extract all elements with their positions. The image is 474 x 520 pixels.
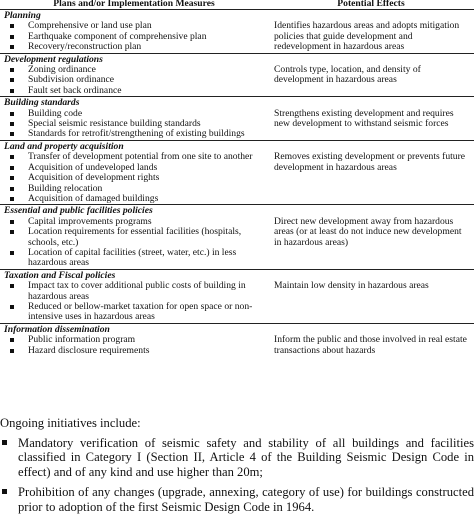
measures-cell — [0, 335, 268, 356]
measures-cell — [0, 281, 268, 323]
list-item: Building relocation — [4, 184, 264, 194]
table-row — [0, 65, 474, 97]
list-item: Reduced or bellow-market taxation for open space or non-intensive uses in hazardous areas — [4, 302, 264, 323]
effect-cell: Maintain low density in hazardous areas — [274, 280, 429, 292]
measures-cell — [0, 21, 268, 53]
list-item: Impact tax to cover additional public costs of building in hazardous areas — [4, 281, 264, 302]
header-measures: Plans and/or Implementation Measures — [0, 0, 268, 10]
measures-list — [4, 109, 264, 140]
initiative-text: Prohibition of any changes (upgrade, annexing, category of use) for buildings constructed prior to adoption of the first Seismic Design Code in 1964. — [18, 485, 474, 514]
category-row — [0, 97, 474, 109]
table-row — [0, 21, 474, 53]
table-row — [0, 281, 474, 323]
list-item: Fault set back ordinance — [4, 86, 264, 96]
list-item: Hazard disclosure requirements — [4, 346, 264, 356]
measures-cell — [0, 109, 268, 141]
list-item: Capital improvements programs — [4, 217, 264, 227]
list-item: Recovery/reconstruction plan — [4, 42, 264, 52]
initiative-item — [0, 485, 474, 514]
category-heading: Development regulations — [0, 53, 268, 65]
square-bullet-icon — [2, 489, 7, 494]
category-heading: Building standards — [0, 97, 268, 109]
measures-list — [4, 65, 264, 96]
measures-cell — [0, 217, 268, 270]
list-item: Comprehensive or land use plan — [4, 21, 264, 31]
table-header-row — [0, 0, 474, 10]
measures-list — [4, 21, 264, 52]
table-row — [0, 109, 474, 141]
table-row — [0, 335, 474, 356]
category-heading: Information dissemination — [0, 323, 268, 335]
effect-cell: Strengthens existing development and requires new development to withstand seismic forces — [274, 107, 454, 130]
list-item: Acquisition of undeveloped lands — [4, 163, 264, 173]
category-heading: Essential and public facilities policies — [0, 205, 268, 217]
effect-cell: Inform the public and those involved in real estate transactions about hazards — [274, 334, 467, 356]
effect-cell: Removes existing development or prevents future development in hazardous areas — [274, 151, 466, 173]
list-item: Location requirements for essential facilities (hospitals, schools, etc.) — [4, 227, 264, 248]
header-effects: Potential Effects — [268, 0, 474, 10]
list-item: Standards for retrofit/strengthening of existing buildings — [4, 129, 264, 139]
table-row — [0, 152, 474, 205]
list-item: Acquisition of damaged buildings — [4, 194, 264, 204]
initiative-text: Mandatory verification of seismic safety and stability of all buildings and facilities classified in Category I (Section II, Article 4 of the Building Seismic Design Code in effect) and of any kind and use higher than 20m; — [18, 435, 474, 479]
measures-list — [4, 335, 264, 356]
list-item: Building code — [4, 109, 264, 119]
list-item: Zoning ordinance — [4, 65, 264, 75]
table-row — [0, 217, 474, 270]
list-item: Acquisition of development rights — [4, 173, 264, 183]
ongoing-initiatives — [0, 416, 474, 520]
list-item: Subdivision ordinance — [4, 75, 264, 85]
list-item: Location of capital facilities (street, water, etc.) in less hazardous areas — [4, 248, 264, 269]
list-item: Transfer of development potential from one site to another — [4, 152, 264, 162]
category-spacer — [268, 205, 474, 217]
category-heading: Taxation and Fiscal policies — [0, 269, 268, 281]
category-heading: Planning — [4, 10, 41, 21]
list-item: Earthquake component of comprehensive plan — [4, 32, 264, 42]
measures-cell — [0, 152, 268, 205]
measures-list — [4, 152, 264, 204]
category-row — [0, 205, 474, 217]
measures-list — [4, 281, 264, 323]
measures-list — [4, 217, 264, 269]
effect-cell: Controls type, location, and density of development in hazardous areas — [274, 64, 421, 86]
category-spacer — [268, 97, 474, 109]
initiative-item — [0, 436, 474, 480]
square-bullet-icon — [2, 440, 7, 445]
initiatives-intro: Ongoing initiatives include: — [0, 416, 141, 430]
table-body — [0, 10, 474, 357]
list-item: Public information program — [4, 335, 264, 345]
effect-cell: Direct new development away from hazardous areas (or at least do not induce new development in hazardous areas) — [274, 215, 462, 248]
measures-cell — [0, 65, 268, 97]
category-heading: Land and property acquisition — [0, 140, 268, 152]
list-item: Special seismic resistance building standards — [4, 119, 264, 129]
effect-cell: Identifies hazardous areas and adopts mitigation policies that guide development and redevelopment in hazardous areas — [274, 20, 460, 53]
